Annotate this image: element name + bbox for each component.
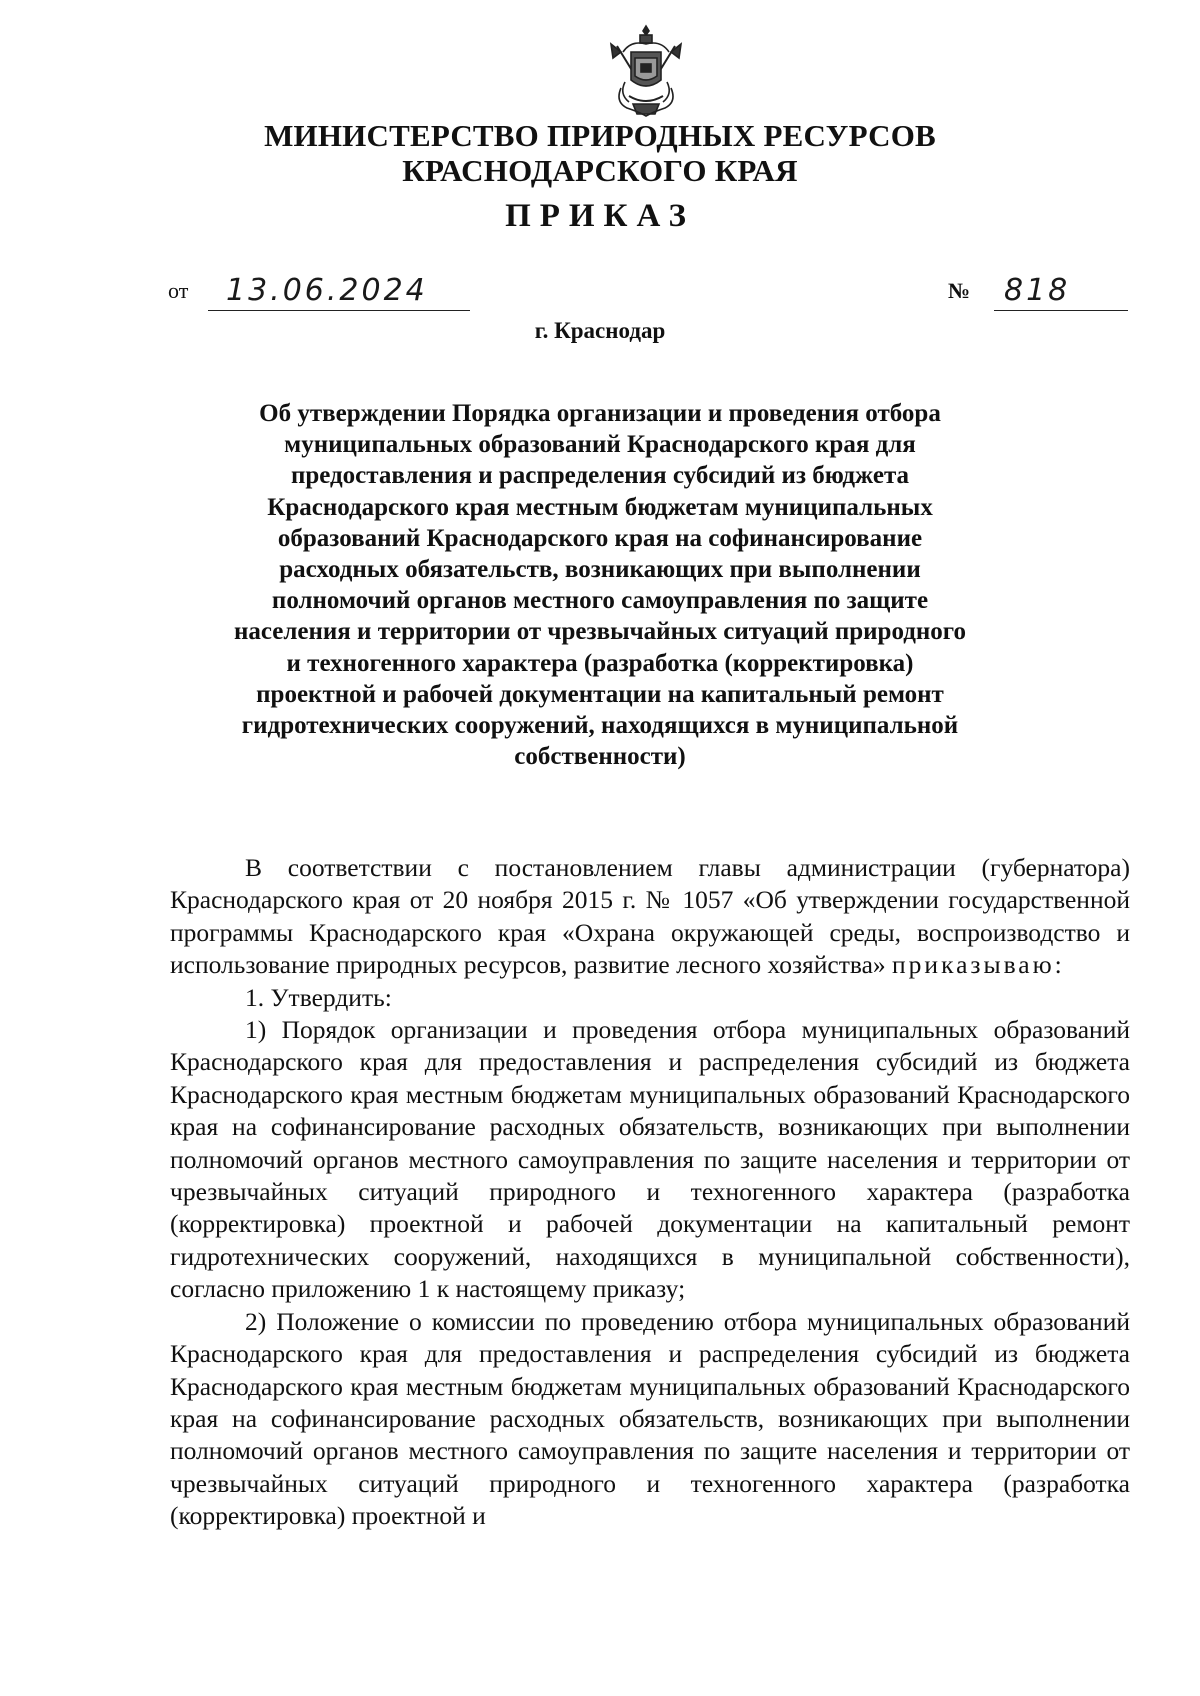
document-body <box>170 852 1130 1533</box>
item-1: 1. Утвердить: <box>245 982 392 1012</box>
ministry-line-1: МИНИСТЕРСТВО ПРИРОДНЫХ РЕСУРСОВ <box>264 118 936 153</box>
number-handwritten: 818 <box>1004 273 1071 308</box>
city: г. Краснодар <box>534 318 666 343</box>
coat-of-arms-icon <box>603 22 689 120</box>
date-handwritten: 13.06.2024 <box>226 273 428 308</box>
ministry-line-2: КРАСНОДАРСКОГО КРАЯ <box>402 153 798 188</box>
preamble-text: В соответствии с постановлением главы администрации (губернатора) Краснодарского края от 20 ноября 2015 г. № 1057 «Об утверждении государственной программы Краснодарского края «Охрана окружающей среды, воспроизводство и использование природных ресурсов, развитие лесного хозяйства» <box>170 853 1130 980</box>
document-type: ПРИКАЗ <box>505 198 695 234</box>
ministry-name <box>0 118 1200 188</box>
item-1-2: 2) Положение о комиссии по проведению отбора муниципальных образований Краснодарского края для предоставления и распределения субсидий из бюджета Краснодарского края местным бюджетам муниципальных образований Краснодарского края на софинансирование расходных обязательств, возникающих при выполнении полномочий органов местного самоуправления по защите населения и территории от чрезвычайных ситуаций природного и техногенного характера (разработка (корректировка) проектной и <box>170 1306 1130 1531</box>
date-prefix: от <box>168 278 189 303</box>
date-field <box>208 270 470 311</box>
item-1-1: 1) Порядок организации и проведения отбора муниципальных образований Краснодарского края для предоставления и распределения субсидий из бюджета Краснодарского края местным бюджетам муниципальных образований Краснодарского края на софинансирование расходных обязательств, возникающих при выполнении полномочий органов местного самоуправления по защите населения и территории от чрезвычайных ситуаций природного и техногенного характера (разработка (корректировка) проектной и рабочей документации на капитальный ремонт гидротехнических сооружений, находящихся в муниципальной собственности), согласно приложению 1 к настоящему приказу; <box>170 1015 1130 1304</box>
document-subject: Об утверждении Порядка организации и проведения отбора муниципальных образований Краснодарского края для предоставления и распределения субсидий из бюджета Краснодарского края местным бюджетам муниципальных образований Краснодарского края на софинансирование расходных обязательств, возникающих при выполнении полномочий органов местного самоуправления по защите населения и территории от чрезвычайных ситуаций природного и техногенного характера (разработка (корректировка) проектной и рабочей документации на капитальный ремонт гидротехнических сооружений, находящихся в муниципальной собственности) <box>233 400 967 771</box>
number-label: № <box>948 278 971 303</box>
preamble-action: приказываю: <box>892 950 1065 980</box>
preamble-paragraph <box>170 852 1130 982</box>
number-field <box>994 270 1128 311</box>
